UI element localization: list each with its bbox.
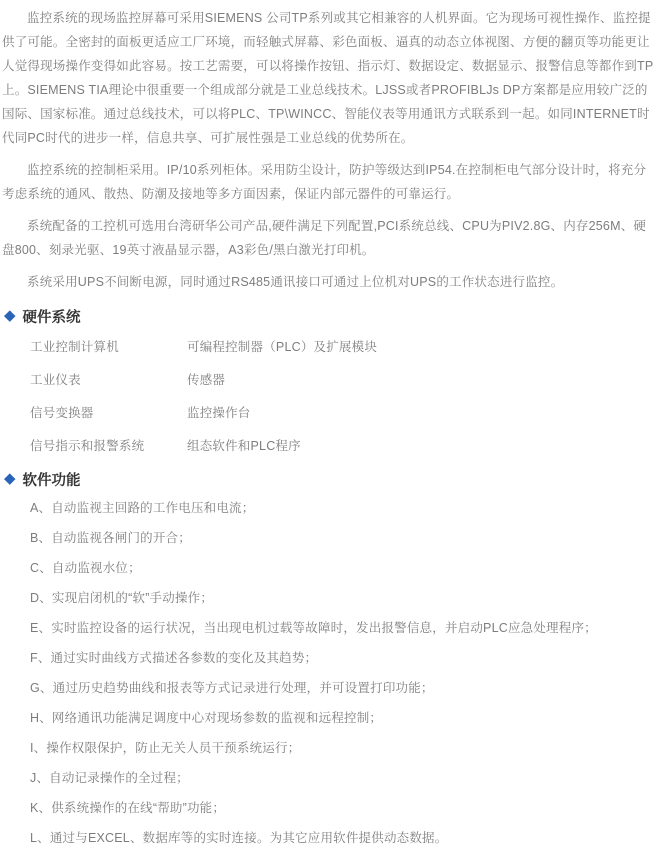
software-section-heading: [4, 469, 654, 490]
table-row: [30, 403, 654, 423]
diamond-icon: ◆: [4, 307, 16, 324]
intro-paragraph-2: 监控系统的控制柜采用。IP/10系列柜体。采用防尘设计，防护等级达到IP54.在控制柜电气部分设计时，将充分考虑系统的通风、散热、防潮及接地等多方面因素，保证内部元器件的可靠运行。: [2, 163, 647, 201]
intro-paragraph-4: 系统采用UPS不间断电源，同时通过RS485通讯接口可通过上位机对UPS的工作状态进行监控。: [27, 275, 564, 289]
hardware-row-value: 可编程控制器（PLC）及扩展模块: [187, 340, 378, 354]
list-item: F、通过实时曲线方式描述各参数的变化及其趋势；: [30, 651, 318, 665]
table-row: [30, 436, 654, 456]
hardware-row-label: 信号变换器: [30, 406, 94, 420]
hardware-row-label: 工业仪表: [30, 373, 81, 387]
list-item: H、网络通讯功能满足调度中心对现场参数的监视和远程控制；: [30, 711, 383, 725]
intro-paragraph-1: 监控系统的现场监控屏幕可采用SIEMENS 公司TP系列或其它相兼容的人机界面。它为现场可视性操作、监控提供了可能。全密封的面板更适应工厂环境，而轻触式屏幕、彩色面板、逼真的动态立体视图、方便的翻页等功能更让人觉得现场操作变得如此容易。按工艺需要，可以将操作按钮、指示灯、数据设定、数据显示、报警信息等都作到TP上。SIEMENS TIA理论中很重要一个组成部分就是工业总线技术。LJSS或者PROFIBLJs DP方案都是应用较广泛的国际、国家标准。通过总线技术，可以将PLC、TP\WINCC、智能仪表等用通讯方式联系到一起。如同INTERNET时代同PC时代的进步一样，信息共享、可扩展性强是工业总线的优势所在。: [2, 11, 654, 145]
hardware-section-title: 硬件系统: [22, 310, 81, 326]
list-item: B、自动监视各闸门的开合；: [30, 531, 191, 545]
list-item: L、通过与EXCEL、数据库等的实时连接。为其它应用软件提供动态数据。: [30, 831, 448, 845]
hardware-row-value: 组态软件和PLC程序: [187, 439, 301, 453]
software-feature-list: [2, 498, 654, 848]
intro-paragraph-3: 系统配备的工控机可选用台湾研华公司产品,硬件满足下列配置,PCI系统总线、CPU为PIV2.8G、内存256M、硬盘800、刻录光驱、19英寸液晶显示器，A3彩色/黑白激光打印机。: [2, 219, 647, 257]
list-item: E、实时监控设备的运行状况，当出现电机过载等故障时，发出报警信息，并启动PLC应急处理程序；: [30, 621, 597, 635]
hardware-section-heading: [4, 306, 654, 327]
diamond-icon: ◆: [4, 470, 16, 487]
list-item: D、实现启闭机的“软”手动操作；: [30, 591, 214, 605]
list-item: K、供系统操作的在线“帮助”功能；: [30, 801, 226, 815]
table-row: [30, 337, 654, 357]
list-item: G、通过历史趋势曲线和报表等方式记录进行处理，并可设置打印功能；: [30, 681, 434, 695]
software-section-title: 软件功能: [22, 473, 81, 489]
list-item: I、操作权限保护，防止无关人员干预系统运行；: [30, 741, 301, 755]
hardware-row-label: 工业控制计算机: [30, 340, 119, 354]
table-row: [30, 370, 654, 390]
list-item: J、自动记录操作的全过程；: [30, 771, 189, 785]
hardware-row-value: 传感器: [187, 373, 226, 387]
hardware-row-value: 监控操作台: [187, 406, 251, 420]
list-item: A、自动监视主回路的工作电压和电流；: [30, 501, 255, 515]
hardware-table: [2, 337, 654, 456]
list-item: C、自动监视水位；: [30, 561, 141, 575]
hardware-row-label: 信号指示和报警系统: [30, 439, 145, 453]
